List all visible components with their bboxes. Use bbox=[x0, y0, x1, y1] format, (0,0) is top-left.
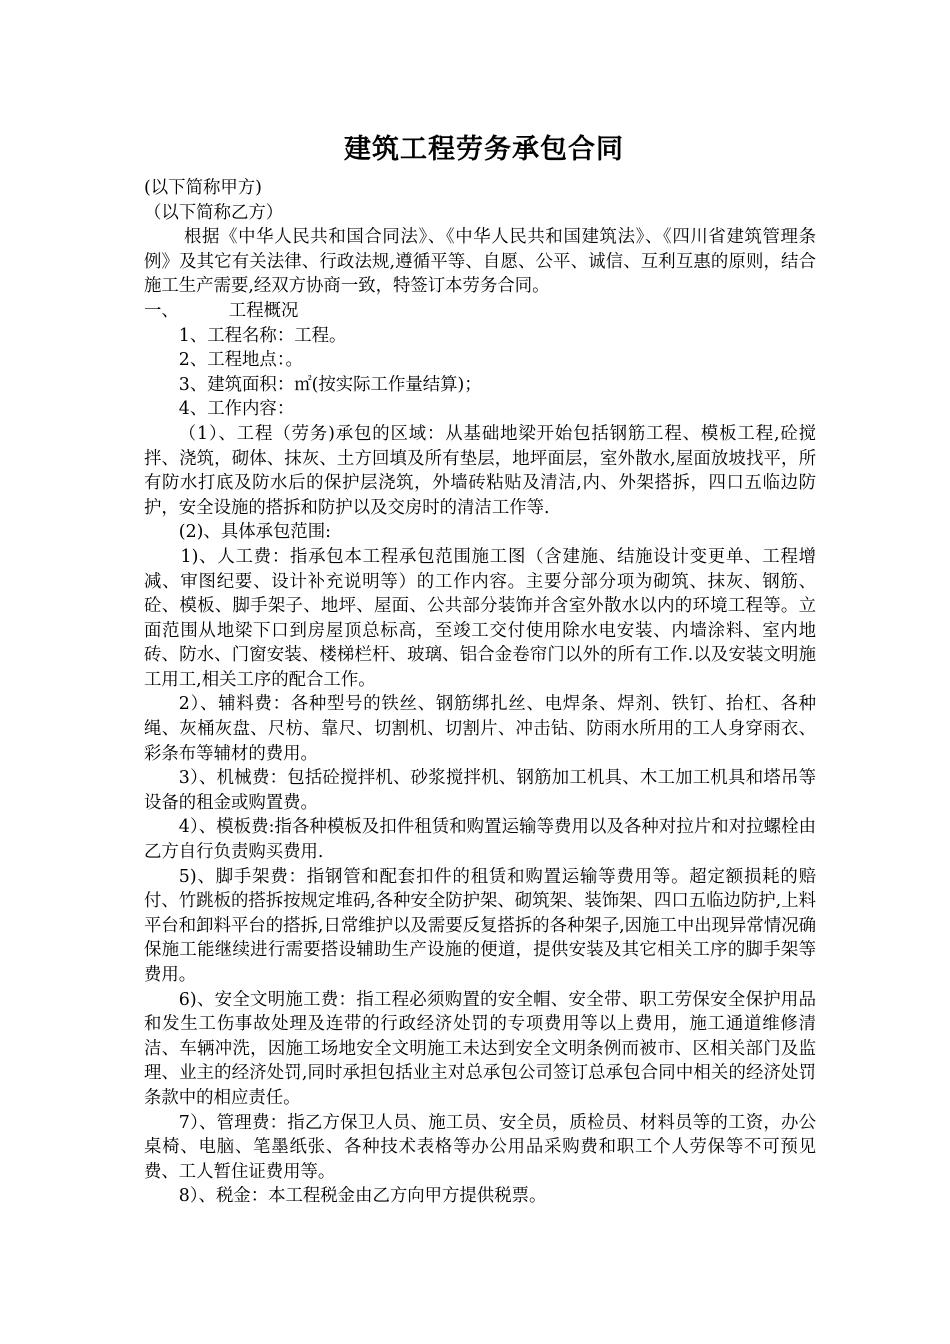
section-1-heading bbox=[144, 299, 816, 324]
clause-machinery-cost: 3）、机械费：包括砼搅拌机、砂浆搅拌机、钢筋加工机具、木工加工机具和塔吊等设备的租金或购置费。 bbox=[144, 768, 816, 813]
preamble-paragraph: 根据《中华人民共和国合同法》、《中华人民共和国建筑法》、《四川省建筑管理条例》及其它有关法律、行政法规,遵循平等、自愿、公平、诚信、互利互惠的原则，结合施工生产需要,经双方协商一致，特签订本劳务合同。 bbox=[144, 227, 816, 297]
clause-formwork-cost: 4）、模板费:指各种模板及扣件租赁和购置运输等费用以及各种对拉片和对拉螺栓由乙方自行负责购买费用. bbox=[144, 817, 816, 863]
building-area-item: 3、建筑面积：㎡(按实际工作量结算)； bbox=[178, 374, 482, 395]
scope-heading: (2)、具体承包范围: bbox=[178, 522, 332, 543]
party-b-line: （以下简称乙方） bbox=[144, 202, 284, 223]
section-1-number: 一、 bbox=[144, 300, 179, 321]
work-content-item: 4、工作内容： bbox=[178, 399, 295, 420]
clause-tax: 8）、税金：本工程税金由乙方向甲方提供税票。 bbox=[178, 1186, 547, 1207]
clause-management-cost: 7）、管理费：指乙方保卫人员、施工员、安全员，质检员、材料员等的工资，办公桌椅、电脑、笔墨纸张、各种技术表格等办公用品采购费和职工个人劳保等不可预见费、工人暂住证费用等。 bbox=[144, 1112, 816, 1182]
clause-safety-cost: 6)、安全文明施工费：指工程必须购置的安全帽、安全带、职工劳保安全保护用品和发生工伤事故处理及连带的行政经济处罚的专项费用等以上费用，施工通道维修清洁、车辆冲洗，因施工场地安全文明施工未达到安全文明条例而被市、区相关部门及监理、业主的经济处罚,同时承担包括业主对总承包公司签订总承包合同中相关的经济处罚条款中的相应责任。 bbox=[144, 989, 816, 1108]
scope-area-paragraph: （1）、工程（劳务)承包的区域：从基础地梁开始包括钢筋工程、模板工程,砼搅拌、浇筑，砌体、抹灰、土方回填及所有垫层，地坪面层，室外散水,屋面放坡找平，所有防水打底及防水后的保护层浇筑，外墙砖粘贴及清洁,内、外架搭拆，四口五临边防护，安全设施的搭拆和防护以及交房时的清洁工作等. bbox=[144, 423, 816, 518]
clause-scaffolding-cost: 5)、脚手架费：指钢管和配套扣件的租赁和购置运输等费用等。超定额损耗的赔付、竹跳板的搭拆按规定堆码,各种安全防护架、砌筑架、装饰架、四口五临边防护,上料平台和卸料平台的搭拆,日常维护以及需要反复搭拆的各种架子,因施工中出现异常情况确保施工能继续进行需要搭设辅助生产设施的便道，提供安装及其它相关工序的脚手架等费用。 bbox=[144, 866, 816, 985]
party-a-line: (以下简称甲方) bbox=[144, 178, 262, 198]
clause-labor-cost: 1)、人工费：指承包本工程承包范围施工图（含建施、结施设计变更单、工程增减、审图纪要、设计补充说明等）的工作内容。主要分部分项为砌筑、抹灰、钢筋、砼、模板、脚手架子、地坪、屋面、公共部分装饰并含室外散水以内的环境工程等。立面范围从地梁下口到房屋顶总标高，至竣工交付使用除水电安装、内墙涂料、室内地砖、防水、门窗安装、楼梯栏杆、玻璃、铝合金卷帘门以外的所有工作.以及安装文明施工用工,相关工序的配合工作。 bbox=[144, 546, 816, 690]
project-location-item: 2、工程地点：。 bbox=[178, 350, 303, 371]
clause-auxiliary-materials: 2）、辅料费：各种型号的铁丝、钢筋绑扎丝、电焊条、焊剂、铁钉、抬杠、各种绳、灰桶灰盘、尺枋、靠尺、切割机、切割片、冲击钻、防雨水所用的工人身穿雨衣、彩条布等辅材的费用。 bbox=[144, 694, 816, 764]
document-title: 建筑工程劳务承包合同 bbox=[344, 134, 624, 165]
project-name-item: 1、工程名称：工程。 bbox=[178, 325, 347, 346]
section-1-title: 工程概况 bbox=[228, 300, 299, 321]
document-page bbox=[144, 128, 816, 1209]
